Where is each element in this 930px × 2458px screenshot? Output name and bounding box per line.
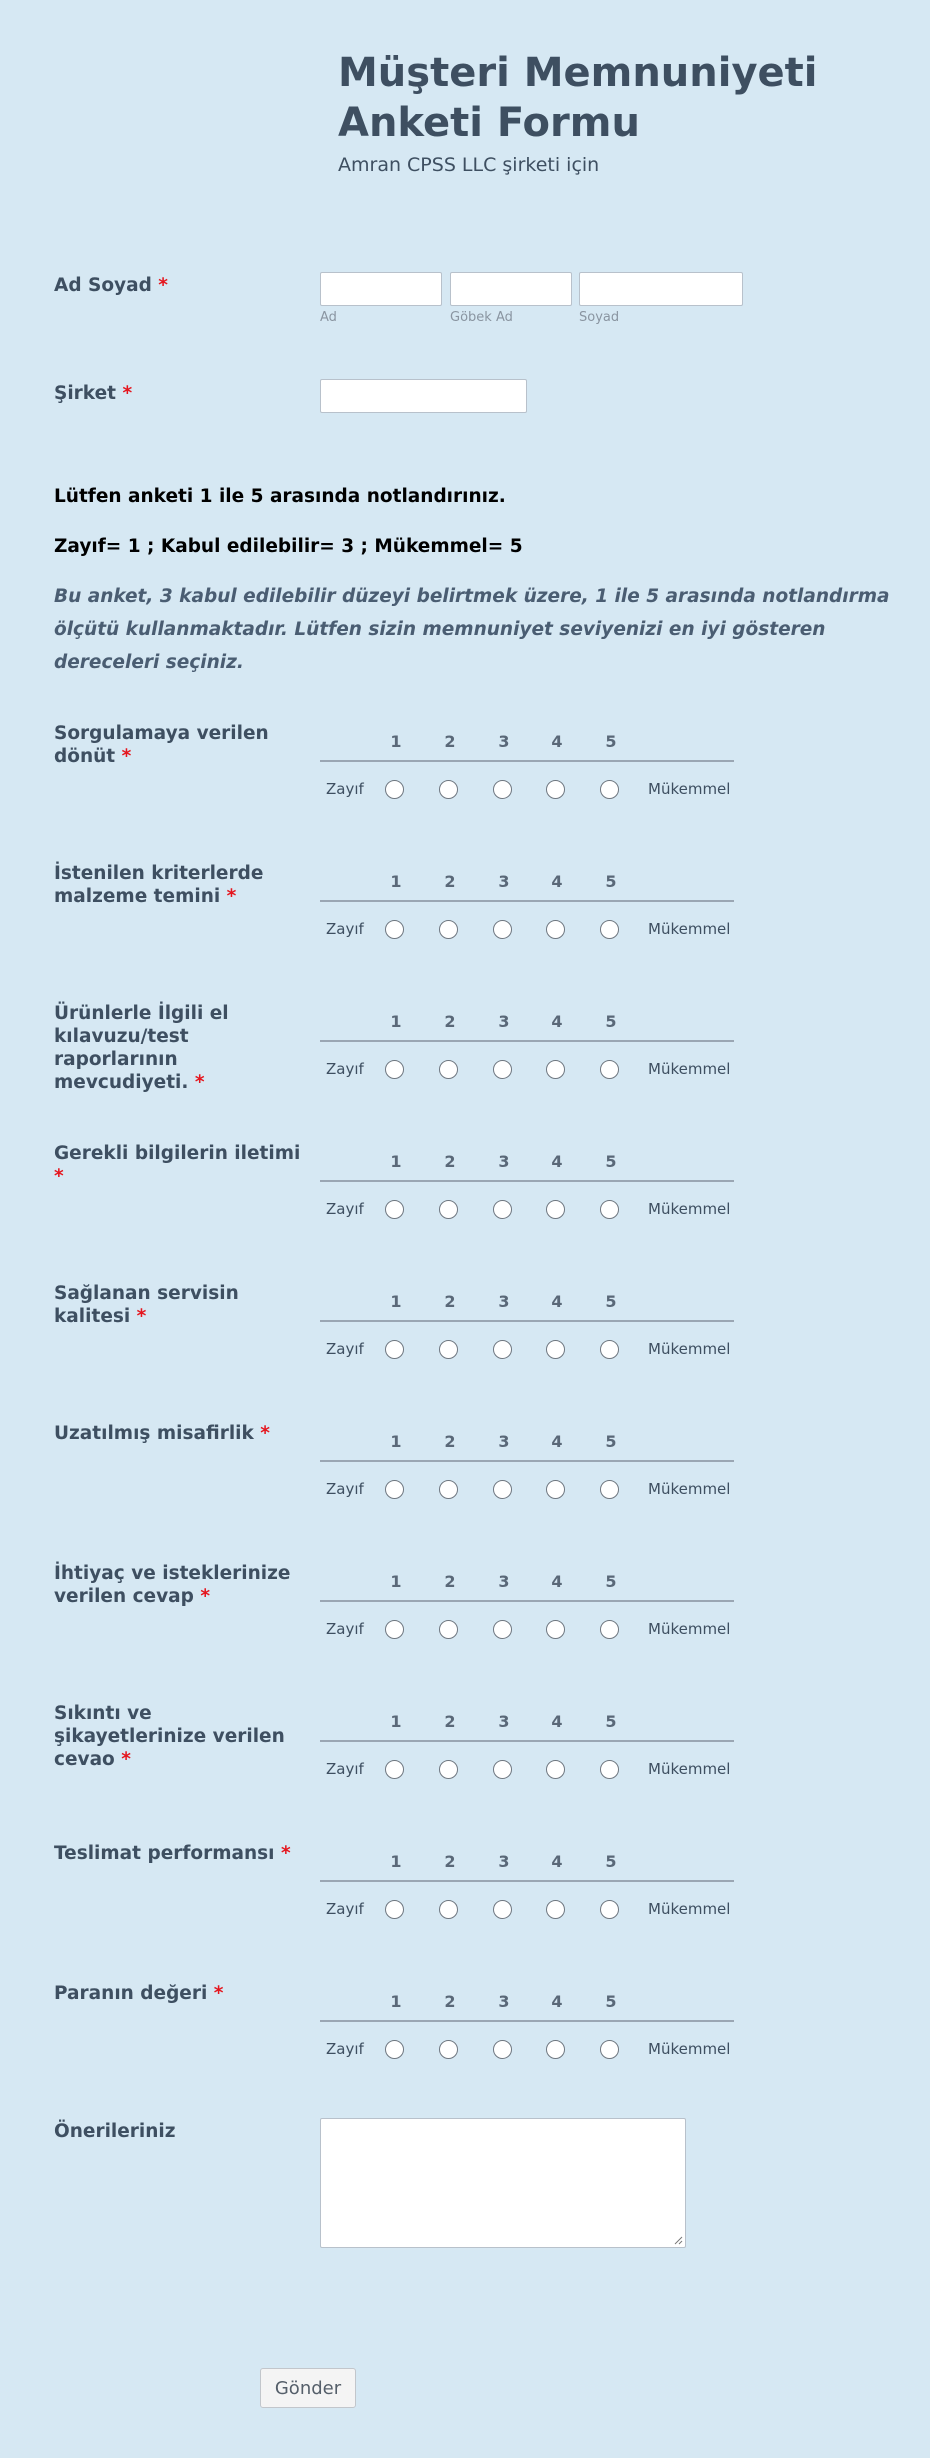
required-mark: *: [260, 1423, 270, 1444]
rating-radio-1[interactable]: [385, 1480, 404, 1499]
rating-radio-5[interactable]: [600, 1340, 619, 1359]
rating-radio-5[interactable]: [600, 780, 619, 799]
scale-numbers: [320, 732, 734, 752]
scale-divider: [320, 1040, 734, 1042]
scale-high-label: Mükemmel: [648, 1760, 731, 1778]
company-label-text: Şirket: [54, 383, 116, 404]
scale-numbers: [320, 1712, 734, 1732]
scale-number: 1: [390, 1292, 402, 1311]
rating-radio-2[interactable]: [439, 780, 458, 799]
scale-numbers: [320, 1152, 734, 1172]
scale-number: 5: [605, 1712, 617, 1731]
rating-radio-4[interactable]: [546, 1900, 565, 1919]
rating-description: Bu anket, 3 kabul edilebilir düzeyi belirtmek üzere, 1 ile 5 arasında notlandırma ölçütü kullanmaktadır. Lütfen sizin memnuniyet seviyenizi en iyi gösteren dereceleri seçiniz.: [54, 586, 890, 673]
question-label: [54, 1702, 304, 1771]
scale-number: 5: [605, 1572, 617, 1591]
rating-radio-4[interactable]: [546, 780, 565, 799]
rating-radio-2[interactable]: [439, 920, 458, 939]
rating-scale: [320, 1702, 734, 1778]
last-name-input[interactable]: [579, 272, 743, 306]
suggestions-label: Önerileriniz: [54, 2121, 176, 2142]
rating-radio-3[interactable]: [493, 1900, 512, 1919]
scale-number: 5: [605, 1012, 617, 1031]
rating-radio-1[interactable]: [385, 1900, 404, 1919]
rating-radio-5[interactable]: [600, 1900, 619, 1919]
rating-radio-2[interactable]: [439, 2040, 458, 2059]
rating-radio-2[interactable]: [439, 1200, 458, 1219]
scale-number: 3: [498, 1712, 510, 1731]
required-mark: *: [54, 1166, 64, 1187]
rating-scale: [320, 1982, 734, 2058]
scale-high-label: Mükemmel: [648, 1340, 731, 1358]
question-label-text: Ürünlerle İlgili el kılavuzu/test raporlarının mevcudiyeti.: [54, 1003, 229, 1093]
rating-radio-5[interactable]: [600, 1200, 619, 1219]
scale-numbers: [320, 872, 734, 892]
scale-number: 2: [444, 1852, 456, 1871]
question-label-text: Teslimat performansı: [54, 1843, 275, 1864]
scale-number: 1: [390, 1992, 402, 2011]
question-label-text: Sağlanan servisin kalitesi: [54, 1283, 239, 1327]
rating-radio-1[interactable]: [385, 920, 404, 939]
rating-radio-1[interactable]: [385, 1340, 404, 1359]
scale-number: 1: [390, 732, 402, 751]
rating-legend: Zayıf= 1 ; Kabul edilebilir= 3 ; Mükemmel= 5: [54, 536, 523, 557]
question-label: [54, 1562, 304, 1608]
question-label-text: Uzatılmış misafirlik: [54, 1423, 261, 1444]
scale-number: 3: [498, 1292, 510, 1311]
scale-number: 4: [551, 1012, 563, 1031]
scale-high-label: Mükemmel: [648, 1620, 731, 1638]
scale-divider: [320, 1460, 734, 1462]
company-input[interactable]: [320, 379, 527, 413]
scale-number: 3: [498, 872, 510, 891]
scale-number: 4: [551, 1572, 563, 1591]
question-label-text: İhtiyaç ve isteklerinize verilen cevap: [54, 1563, 291, 1607]
rating-radio-2[interactable]: [439, 1480, 458, 1499]
scale-number: 2: [444, 1712, 456, 1731]
scale-number: 3: [498, 1152, 510, 1171]
scale-numbers: [320, 1992, 734, 2012]
scale-number: 2: [444, 1432, 456, 1451]
scale-low-label: Zayıf: [326, 1060, 364, 1078]
required-mark: *: [194, 1072, 205, 1093]
name-label: [54, 274, 304, 297]
resize-handle-icon[interactable]: [673, 2235, 683, 2245]
required-mark: *: [121, 746, 132, 767]
form-header: [338, 48, 898, 176]
scale-high-label: Mükemmel: [648, 1900, 731, 1918]
first-name-input[interactable]: [320, 272, 442, 306]
rating-scale: [320, 1002, 734, 1078]
scale-low-label: Zayıf: [326, 1200, 364, 1218]
question-label-text: Sorgulamaya verilen dönüt: [54, 723, 269, 767]
rating-radio-3[interactable]: [493, 2040, 512, 2059]
scale-number: 5: [605, 1992, 617, 2011]
rating-radio-2[interactable]: [439, 1900, 458, 1919]
rating-instruction: Lütfen anketi 1 ile 5 arasında notlandırınız.: [54, 486, 506, 507]
form-title: Müşteri Memnuniyeti Anketi Formu: [338, 50, 818, 146]
scale-number: 4: [551, 872, 563, 891]
question-label: [54, 1142, 304, 1188]
scale-number: 2: [444, 1992, 456, 2011]
rating-radio-4[interactable]: [546, 1340, 565, 1359]
rating-radio-1[interactable]: [385, 1620, 404, 1639]
scale-number: 2: [444, 1572, 456, 1591]
scale-numbers: [320, 1292, 734, 1312]
rating-radio-1[interactable]: [385, 2040, 404, 2059]
rating-radio-3[interactable]: [493, 1760, 512, 1779]
last-name-sublabel: Soyad: [579, 310, 620, 325]
scale-low-label: Zayıf: [326, 1340, 364, 1358]
rating-radio-4[interactable]: [546, 1760, 565, 1779]
required-mark: *: [213, 1983, 224, 2004]
rating-radio-3[interactable]: [493, 1620, 512, 1639]
suggestions-textarea[interactable]: [320, 2118, 686, 2248]
scale-number: 5: [605, 872, 617, 891]
rating-radio-2[interactable]: [439, 1060, 458, 1079]
scale-high-label: Mükemmel: [648, 1060, 731, 1078]
scale-number: 3: [498, 1432, 510, 1451]
scale-numbers: [320, 1572, 734, 1592]
rating-radio-3[interactable]: [493, 920, 512, 939]
scale-low-label: Zayıf: [326, 1480, 364, 1498]
rating-scale: [320, 862, 734, 938]
scale-numbers: [320, 1432, 734, 1452]
rating-radio-5[interactable]: [600, 1480, 619, 1499]
rating-radio-1[interactable]: [385, 780, 404, 799]
scale-number: 3: [498, 1012, 510, 1031]
rating-scale: [320, 1842, 734, 1918]
scale-number: 2: [444, 732, 456, 751]
scale-divider: [320, 1880, 734, 1882]
scale-number: 4: [551, 1432, 563, 1451]
name-label-text: Ad Soyad: [54, 275, 152, 296]
scale-divider: [320, 1180, 734, 1182]
scale-number: 5: [605, 1432, 617, 1451]
company-label: [54, 382, 304, 405]
scale-numbers: [320, 1852, 734, 1872]
scale-number: 2: [444, 872, 456, 891]
scale-numbers: [320, 1012, 734, 1032]
scale-divider: [320, 900, 734, 902]
rating-radio-4[interactable]: [546, 1200, 565, 1219]
rating-radio-1[interactable]: [385, 1760, 404, 1779]
scale-high-label: Mükemmel: [648, 1480, 731, 1498]
rating-radio-1[interactable]: [385, 1060, 404, 1079]
required-mark: *: [122, 383, 133, 404]
question-label-text: İstenilen kriterlerde malzeme temini: [54, 863, 264, 907]
scale-number: 3: [498, 732, 510, 751]
scale-divider: [320, 2020, 734, 2022]
first-name-sublabel: Ad: [320, 310, 337, 325]
required-mark: *: [136, 1306, 147, 1327]
scale-number: 3: [498, 1992, 510, 2011]
scale-number: 5: [605, 1152, 617, 1171]
scale-number: 3: [498, 1852, 510, 1871]
scale-number: 1: [390, 1012, 402, 1031]
scale-low-label: Zayıf: [326, 1620, 364, 1638]
rating-radio-2[interactable]: [439, 1760, 458, 1779]
scale-number: 1: [390, 1572, 402, 1591]
rating-radio-1[interactable]: [385, 1200, 404, 1219]
middle-name-input[interactable]: [450, 272, 572, 306]
rating-radio-3[interactable]: [493, 1060, 512, 1079]
required-mark: *: [158, 275, 168, 296]
scale-number: 4: [551, 1992, 563, 2011]
rating-radio-3[interactable]: [493, 780, 512, 799]
rating-radio-3[interactable]: [493, 1200, 512, 1219]
scale-low-label: Zayıf: [326, 780, 364, 798]
question-label: [54, 722, 304, 768]
required-mark: *: [226, 886, 237, 907]
rating-scale: [320, 1142, 734, 1218]
rating-radio-2[interactable]: [439, 1620, 458, 1639]
question-label-text: Gerekli bilgilerin iletimi: [54, 1143, 301, 1164]
scale-high-label: Mükemmel: [648, 920, 731, 938]
required-mark: *: [200, 1586, 211, 1607]
rating-scale: [320, 1282, 734, 1358]
scale-number: 2: [444, 1292, 456, 1311]
scale-number: 1: [390, 1852, 402, 1871]
scale-low-label: Zayıf: [326, 2040, 364, 2058]
rating-radio-5[interactable]: [600, 2040, 619, 2059]
rating-radio-5[interactable]: [600, 1060, 619, 1079]
rating-radio-4[interactable]: [546, 1060, 565, 1079]
scale-low-label: Zayıf: [326, 920, 364, 938]
rating-scale: [320, 1562, 734, 1638]
question-label-text: Paranın değeri: [54, 1983, 208, 2004]
scale-low-label: Zayıf: [326, 1760, 364, 1778]
scale-number: 1: [390, 1152, 402, 1171]
scale-number: 2: [444, 1012, 456, 1031]
rating-radio-3[interactable]: [493, 1480, 512, 1499]
scale-number: 4: [551, 1292, 563, 1311]
scale-number: 5: [605, 1292, 617, 1311]
question-label: [54, 1282, 304, 1328]
scale-number: 4: [551, 732, 563, 751]
rating-scale: [320, 1422, 734, 1498]
scale-divider: [320, 760, 734, 762]
submit-button[interactable]: Gönder: [260, 2368, 356, 2408]
rating-radio-5[interactable]: [600, 1760, 619, 1779]
scale-low-label: Zayıf: [326, 1900, 364, 1918]
scale-high-label: Mükemmel: [648, 780, 731, 798]
question-label: [54, 1002, 304, 1094]
rating-scale: [320, 722, 734, 798]
scale-divider: [320, 1600, 734, 1602]
question-label-text: Sıkıntı ve şikayetlerinize verilen cevao: [54, 1703, 285, 1770]
required-mark: *: [280, 1843, 291, 1864]
rating-radio-3[interactable]: [493, 1340, 512, 1359]
scale-divider: [320, 1740, 734, 1742]
scale-number: 4: [551, 1852, 563, 1871]
scale-number: 5: [605, 1852, 617, 1871]
form-subtitle: Amran CPSS LLC şirketi için: [338, 154, 600, 176]
scale-number: 5: [605, 732, 617, 751]
required-mark: *: [121, 1749, 131, 1770]
scale-number: 1: [390, 872, 402, 891]
scale-number: 3: [498, 1572, 510, 1591]
scale-high-label: Mükemmel: [648, 2040, 731, 2058]
scale-number: 4: [551, 1152, 563, 1171]
rating-radio-4[interactable]: [546, 1480, 565, 1499]
scale-divider: [320, 1320, 734, 1322]
rating-radio-4[interactable]: [546, 1620, 565, 1639]
question-label: [54, 862, 304, 908]
rating-radio-2[interactable]: [439, 1340, 458, 1359]
scale-number: 1: [390, 1712, 402, 1731]
rating-radio-4[interactable]: [546, 2040, 565, 2059]
question-label: [54, 1842, 304, 1865]
question-label: [54, 1422, 304, 1445]
scale-number: 4: [551, 1712, 563, 1731]
rating-radio-4[interactable]: [546, 920, 565, 939]
scale-high-label: Mükemmel: [648, 1200, 731, 1218]
rating-radio-5[interactable]: [600, 920, 619, 939]
question-label: [54, 1982, 304, 2005]
scale-number: 2: [444, 1152, 456, 1171]
rating-radio-5[interactable]: [600, 1620, 619, 1639]
middle-name-sublabel: Göbek Ad: [450, 310, 513, 325]
scale-number: 1: [390, 1432, 402, 1451]
